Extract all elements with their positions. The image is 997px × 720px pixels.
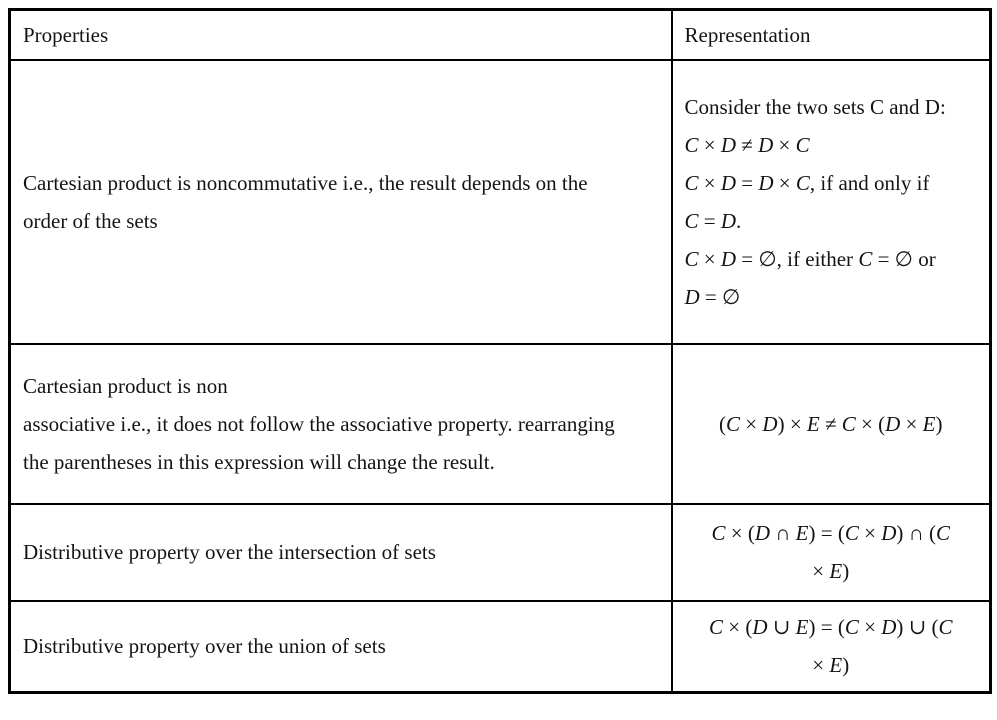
property-cell bbox=[10, 504, 672, 601]
formula-line: (C × D) × E ≠ C × (D × E) bbox=[719, 411, 943, 436]
representation-line: C × D = D × C, if and only if C = D. bbox=[684, 170, 930, 233]
representation-cell bbox=[672, 344, 991, 504]
representation-line: C × D ≠ D × C bbox=[684, 132, 810, 157]
table-header-row bbox=[10, 10, 991, 60]
representation-cell bbox=[672, 601, 991, 693]
formula-line: × E) bbox=[812, 653, 850, 678]
header-cell-properties: Properties bbox=[10, 10, 672, 60]
formula-line: C × (D ∪ E) = (C × D) ∪ (C bbox=[709, 615, 953, 640]
representation-cell bbox=[672, 504, 991, 601]
representation-line: Consider the two sets C and D: bbox=[684, 94, 946, 119]
property-text: Distributive property over the intersection of sets bbox=[23, 540, 436, 564]
property-text: Distributive property over the union of sets bbox=[23, 634, 386, 659]
table-row-distributive-intersection bbox=[10, 504, 991, 601]
formula-line: C × (D ∩ E) = (C × D) ∩ (C bbox=[711, 521, 951, 545]
properties-table bbox=[8, 8, 992, 694]
header-cell-representation: Representation bbox=[672, 10, 991, 60]
table-row-noncommutative bbox=[10, 60, 991, 344]
formula-line: × E) bbox=[812, 559, 850, 583]
table-row-distributive-union bbox=[10, 601, 991, 693]
representation-cell bbox=[672, 60, 991, 344]
property-text: associative i.e., it does not follow the associative property. rearranging the parentheses in this expression will change the result. bbox=[23, 411, 615, 474]
property-cell bbox=[10, 60, 672, 344]
property-cell bbox=[10, 344, 672, 504]
representation-line: C × D = ∅, if either C = ∅ or D = ∅ bbox=[684, 246, 936, 309]
property-text: Cartesian product is non bbox=[23, 373, 228, 398]
table-row-nonassociative bbox=[10, 344, 991, 504]
property-text: Cartesian product is noncommutative i.e., the result depends on the order of the sets bbox=[23, 170, 588, 233]
property-cell bbox=[10, 601, 672, 693]
